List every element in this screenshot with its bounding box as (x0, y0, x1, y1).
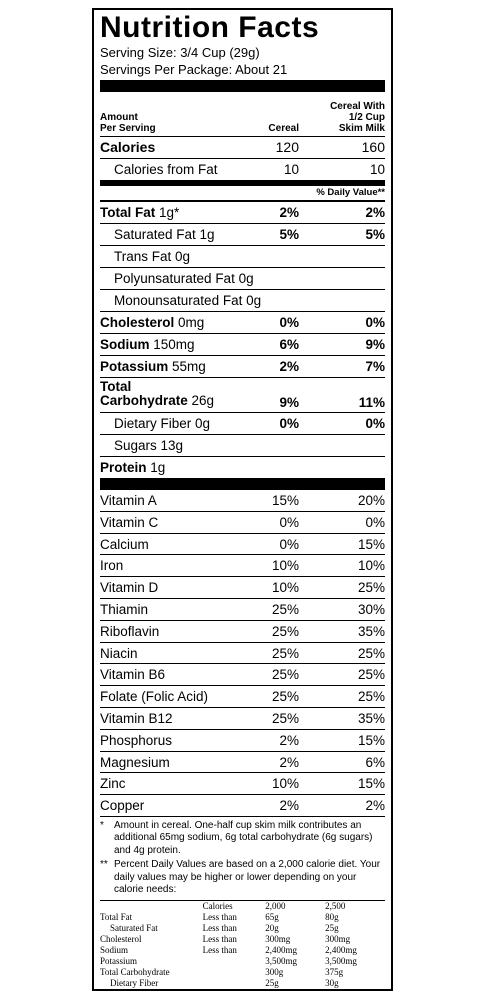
vitamin-row (100, 490, 385, 512)
ref-cell: 375g (325, 966, 344, 977)
ref-cell: 300g (265, 966, 284, 977)
vitamin-cereal-dv: 10% (271, 776, 299, 792)
carb-sub-row (100, 435, 385, 457)
carb-label-line: Total (100, 379, 132, 394)
daily-value-heading: % Daily Value** (100, 186, 385, 202)
ref-cell: 25g (265, 977, 279, 988)
nutrient-name (100, 202, 179, 223)
carb-sub-milk: 0% (365, 416, 385, 431)
ref-header-cell: 2,500 (325, 900, 346, 911)
calories-label: Calories (100, 139, 156, 155)
label-inner (100, 10, 385, 989)
protein-amount: 1g (146, 460, 166, 475)
vitamin-name: Vitamin C (100, 514, 159, 530)
vitamin-milk-dv: 25% (357, 645, 385, 661)
nutrient-cereal-dv: 6% (279, 337, 299, 352)
ref-row (100, 923, 385, 934)
nutrient-cereal-dv: 5% (279, 227, 299, 242)
vitamin-row (100, 708, 385, 730)
ref-cell: 3,500mg (325, 955, 357, 966)
vitamin-name: Vitamin D (100, 580, 159, 596)
ref-cell: 80g (325, 911, 339, 922)
vitamin-milk-dv: 25% (357, 667, 385, 683)
vitamin-name: Iron (100, 558, 124, 574)
vitamin-milk-dv: 0% (365, 514, 385, 530)
nutrient-list (100, 202, 385, 378)
vitamin-name: Calcium (100, 536, 149, 552)
amount-per-serving-heading (100, 112, 156, 134)
vitamin-row (100, 664, 385, 686)
nutrient-row (100, 290, 385, 312)
nutrient-amount: Polyunsaturated Fat 0g (114, 271, 254, 286)
carb-milk: 11% (358, 395, 385, 410)
nutrient-milk-dv: 5% (365, 227, 385, 242)
amount-heading-line: Amount (100, 112, 138, 123)
vitamin-milk-dv: 20% (357, 493, 385, 508)
vitamin-row (100, 752, 385, 774)
nutrient-row (100, 268, 385, 290)
carb-amount: 26g (187, 393, 215, 408)
vitamin-name: Vitamin B6 (100, 667, 166, 683)
footnote (100, 859, 385, 897)
ref-cell: Less than (202, 922, 237, 933)
vitamin-cereal-dv: 0% (279, 514, 299, 530)
vitamin-list (100, 490, 385, 817)
ref-cell: Less than (202, 944, 237, 955)
protein-label: Protein (100, 460, 147, 475)
label-title: Nutrition Facts (100, 11, 320, 44)
ref-row (100, 956, 385, 967)
ref-row (100, 934, 385, 945)
vitamin-name: Phosphorus (100, 732, 173, 748)
nutrient-name (114, 268, 254, 289)
vitamin-cereal-dv: 25% (271, 710, 299, 726)
nutrient-label: Sodium (100, 337, 150, 352)
calories-milk: 160 (361, 139, 385, 155)
nutrient-label: Total Fat (100, 205, 156, 220)
ref-cell: 30g (325, 977, 339, 988)
vitamin-name: Copper (100, 798, 145, 814)
nutrient-name (114, 290, 261, 311)
vitamin-cereal-dv: 10% (271, 558, 299, 574)
serving-size: Serving Size: 3/4 Cup (29g) (100, 45, 260, 60)
nutrient-label: Cholesterol (100, 315, 175, 330)
nutrient-cereal-dv: 2% (279, 205, 299, 220)
ref-row (100, 945, 385, 956)
ref-cell: Saturated Fat (110, 922, 158, 933)
vitamin-cereal-dv: 2% (279, 754, 299, 770)
nutrient-row (100, 312, 385, 334)
calories-from-fat-label: Calories from Fat (114, 162, 218, 177)
vitamin-milk-dv: 15% (357, 536, 385, 552)
nutrient-milk-dv: 9% (365, 337, 385, 352)
vitamin-name: Folate (Folic Acid) (100, 689, 209, 705)
milk-heading-line: Cereal With (330, 101, 385, 112)
ref-cell: Dietary Fiber (110, 977, 159, 988)
ref-row (100, 978, 385, 989)
nutrient-cereal-dv: 2% (279, 359, 299, 374)
ref-row (100, 912, 385, 923)
nutrient-amount: 0mg (174, 315, 205, 330)
calories-cereal: 120 (275, 139, 299, 155)
ref-cell (203, 956, 266, 967)
vitamin-name: Vitamin B12 (100, 710, 173, 726)
milk-heading-line: 1/2 Cup (348, 112, 385, 123)
ref-cell: Total Carbohydrate (100, 966, 170, 977)
vitamin-row (100, 795, 385, 817)
nutrient-cereal-dv: 0% (279, 315, 299, 330)
ref-header-cell: Calories (202, 900, 233, 911)
vitamin-cereal-dv: 25% (271, 645, 299, 661)
calories-row (100, 137, 385, 159)
nutrient-name (100, 334, 195, 355)
nutrient-name (114, 224, 215, 245)
vitamin-row (100, 621, 385, 643)
carb-sub-label: Dietary Fiber 0g (114, 416, 211, 431)
vitamin-name: Vitamin A (100, 493, 157, 508)
nutrient-row (100, 202, 385, 224)
calories-from-fat-row (100, 159, 385, 181)
ref-cell: 2,400mg (325, 944, 357, 955)
ref-cell: 300mg (265, 933, 291, 944)
footnote-text: Percent Daily Values are based on a 2,000 calorie diet. Your daily values may be higher or lower depending on your calorie needs: (114, 859, 381, 896)
ref-cell: 3,500mg (265, 955, 298, 966)
vitamin-cereal-dv: 2% (279, 798, 299, 814)
ref-header-cell: 2,000 (265, 900, 286, 911)
vitamin-name: Riboflavin (100, 623, 160, 639)
vitamin-name: Niacin (100, 645, 138, 661)
ref-cell: Total Fat (100, 911, 133, 922)
ref-row (100, 967, 385, 978)
vitamin-row (100, 512, 385, 534)
vitamin-row (100, 686, 385, 708)
vitamin-milk-dv: 25% (357, 689, 385, 705)
vitamin-milk-dv: 25% (357, 580, 385, 596)
nutrient-amount: Monounsaturated Fat 0g (114, 293, 262, 308)
nutrient-label: Potassium (100, 359, 169, 374)
carb-sub-label: Sugars 13g (114, 438, 184, 453)
vitamin-name: Thiamin (100, 601, 149, 617)
milk-column-heading (330, 101, 385, 134)
ref-cell: Less than (202, 933, 237, 944)
vitamin-name: Magnesium (100, 754, 170, 770)
amount-heading-line: Per Serving (100, 123, 156, 134)
vitamin-cereal-dv: 0% (279, 536, 299, 552)
vitamin-row (100, 730, 385, 752)
vitamin-cereal-dv: 2% (279, 732, 299, 748)
protein-row (100, 457, 385, 478)
carb-sub-row (100, 413, 385, 435)
nutrient-milk-dv: 7% (365, 359, 385, 374)
nutrient-amount: Saturated Fat 1g (114, 227, 215, 242)
servings-per-package: Servings Per Package: About 21 (100, 62, 288, 77)
vitamin-milk-dv: 15% (357, 732, 385, 748)
nutrient-name (114, 246, 190, 267)
footnotes (100, 820, 385, 897)
ref-cell (203, 978, 266, 989)
vitamin-milk-dv: 30% (357, 601, 385, 617)
nutrient-amount: 150mg (149, 337, 195, 352)
vitamin-milk-dv: 15% (357, 776, 385, 792)
carb-sub-cereal: 0% (279, 416, 299, 431)
ref-cell: Sodium (100, 944, 129, 955)
calories-from-fat-milk: 10 (369, 162, 385, 177)
nutrient-milk-dv: 2% (365, 205, 385, 220)
total-carbohydrate-row (100, 378, 385, 413)
footnote (100, 820, 385, 858)
vitamin-row (100, 577, 385, 599)
nutrient-row (100, 356, 385, 378)
ref-cell: 20g (265, 922, 279, 933)
total-carbohydrate-label (100, 380, 214, 408)
carb-cereal: 9% (279, 395, 299, 410)
nutrient-row (100, 246, 385, 268)
vitamin-milk-dv: 2% (365, 798, 385, 814)
footnote-mark: ** (100, 859, 108, 871)
ref-header-cell (100, 901, 203, 912)
nutrient-amount: Trans Fat 0g (114, 249, 191, 264)
vitamin-cereal-dv: 25% (271, 689, 299, 705)
ref-cell: 65g (265, 911, 279, 922)
vitamin-row (100, 643, 385, 665)
vitamin-milk-dv: 35% (357, 710, 385, 726)
vitamin-cereal-dv: 25% (271, 667, 299, 683)
nutrient-name (100, 312, 204, 333)
nutrient-row (100, 224, 385, 246)
vitamin-row (100, 555, 385, 577)
ref-cell: Less than (202, 911, 237, 922)
vitamin-name: Zinc (100, 776, 126, 792)
footnote-mark: * (100, 819, 104, 831)
ref-cell: 300mg (325, 933, 351, 944)
ref-cell: 25g (325, 922, 339, 933)
nutrient-amount: 55mg (168, 359, 206, 374)
vitamin-milk-dv: 35% (357, 623, 385, 639)
thick-divider (100, 80, 385, 92)
nutrient-row (100, 334, 385, 356)
vitamin-milk-dv: 6% (365, 754, 385, 770)
nutrient-milk-dv: 0% (365, 315, 385, 330)
ref-header-row (100, 901, 385, 912)
vitamin-milk-dv: 10% (357, 558, 385, 574)
footnote-text: Amount in cereal. One-half cup skim milk contributes an additional 65mg sodium, 6g total carbohydrate (6g sugars) and 4g protein. (114, 819, 373, 856)
thick-divider (100, 478, 385, 490)
ref-cell: 2,400mg (265, 944, 298, 955)
vitamin-cereal-dv: 10% (271, 580, 299, 596)
vitamin-cereal-dv: 15% (271, 493, 299, 508)
vitamin-row (100, 773, 385, 795)
cereal-column-heading: Cereal (268, 123, 299, 134)
carb-label-line: Carbohydrate (100, 393, 188, 408)
column-header (100, 92, 385, 137)
nutrient-amount: 1g* (155, 205, 180, 220)
daily-value-reference-table (100, 901, 385, 989)
ref-cell: Potassium (100, 955, 138, 966)
vitamin-row (100, 534, 385, 556)
ref-cell: Cholesterol (100, 933, 142, 944)
carb-sub-list (100, 413, 385, 457)
milk-heading-line: Skim Milk (338, 123, 385, 134)
vitamin-row (100, 599, 385, 621)
nutrition-facts-label (92, 8, 393, 991)
vitamin-cereal-dv: 25% (271, 601, 299, 617)
ref-cell (203, 967, 266, 978)
calories-from-fat-cereal: 10 (283, 162, 299, 177)
vitamin-cereal-dv: 25% (271, 623, 299, 639)
nutrient-name (100, 356, 206, 377)
